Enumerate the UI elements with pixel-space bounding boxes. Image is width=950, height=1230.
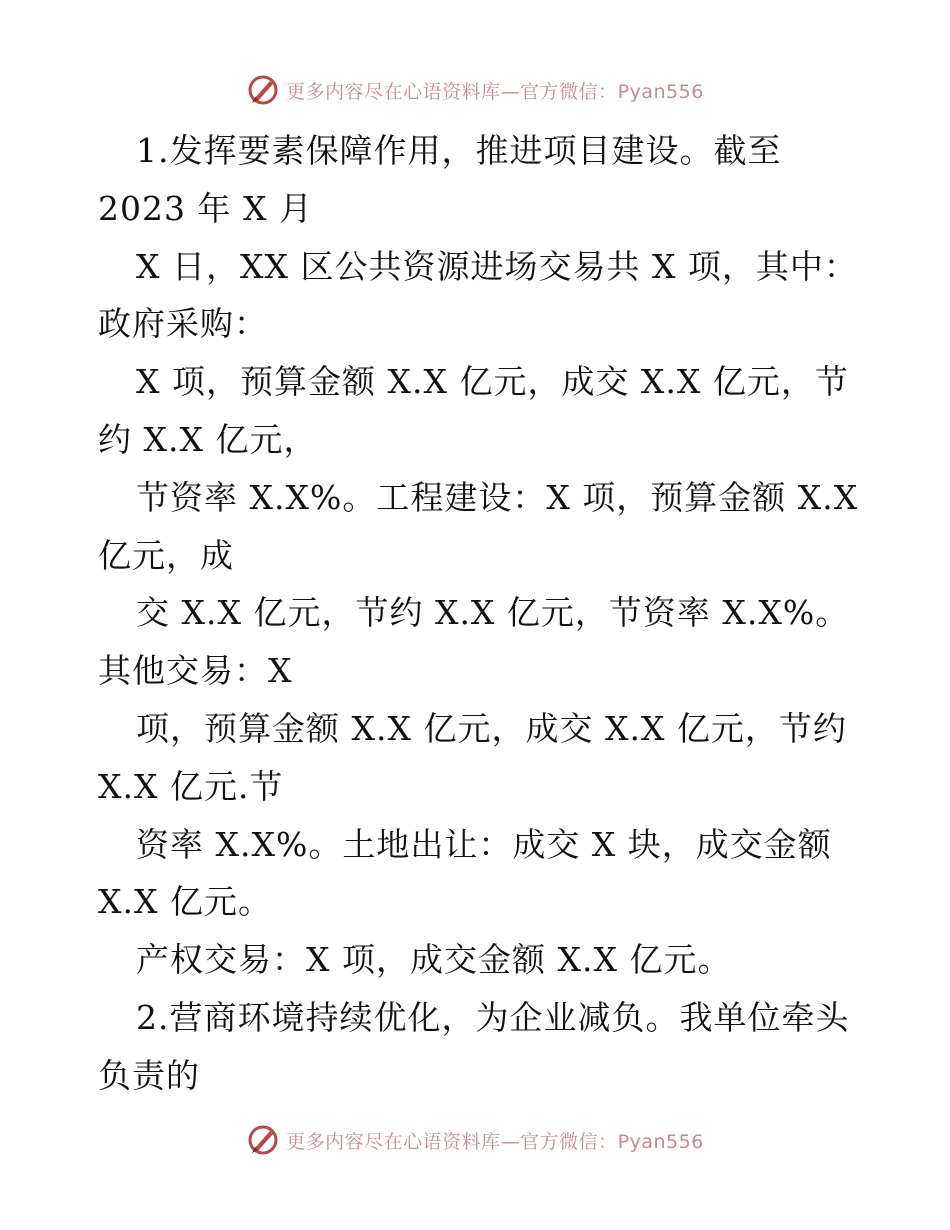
text-line: 1.发挥要素保障作用，推进项目建设。截至 xyxy=(136,131,782,170)
text-line: 其他交易：X xyxy=(98,651,293,691)
watermark-header xyxy=(0,70,950,110)
text-line: 项，预算金额 X.X 亿元，成交 X.X 亿元，节约 xyxy=(136,708,847,748)
document-body xyxy=(98,122,858,1105)
watermark-text: 更多内容尽在心语资料库—官方微信：Pyan556 xyxy=(286,1130,704,1153)
text-line: 负责的 xyxy=(98,1055,200,1095)
text-line: 资率 X.X%。土地出让：成交 X 块，成交金额 xyxy=(136,824,832,864)
text-line: X 项，预算金额 X.X 亿元，成交 X.X 亿元，节 xyxy=(136,362,849,402)
text-line: 产权交易：X 项，成交金额 X.X 亿元。 xyxy=(136,940,732,980)
text-line: X 日，XX 区公共资源进场交易共 X 项，其中： xyxy=(136,246,858,286)
watermark-footer xyxy=(0,1120,950,1160)
text-line: 亿元，成 xyxy=(98,535,234,575)
text-line: 交 X.X 亿元，节约 X.X 亿元，节资率 X.X%。 xyxy=(136,593,850,633)
pen-logo-icon xyxy=(246,1123,280,1157)
text-line: 2023 年 X 月 xyxy=(98,188,313,228)
text-line: X.X 亿元.节 xyxy=(98,766,284,806)
watermark-text: 更多内容尽在心语资料库—官方微信：Pyan556 xyxy=(286,80,704,103)
text-line: 政府采购： xyxy=(98,304,268,344)
text-line: 2.营商环境持续优化，为企业减负。我单位牵头 xyxy=(136,997,850,1037)
text-line: X.X 亿元。 xyxy=(98,882,272,922)
text-line: 约 X.X 亿元， xyxy=(98,419,318,459)
pen-logo-icon xyxy=(246,73,280,107)
text-line: 节资率 X.X%。工程建设：X 项，预算金额 X.X xyxy=(136,477,859,517)
